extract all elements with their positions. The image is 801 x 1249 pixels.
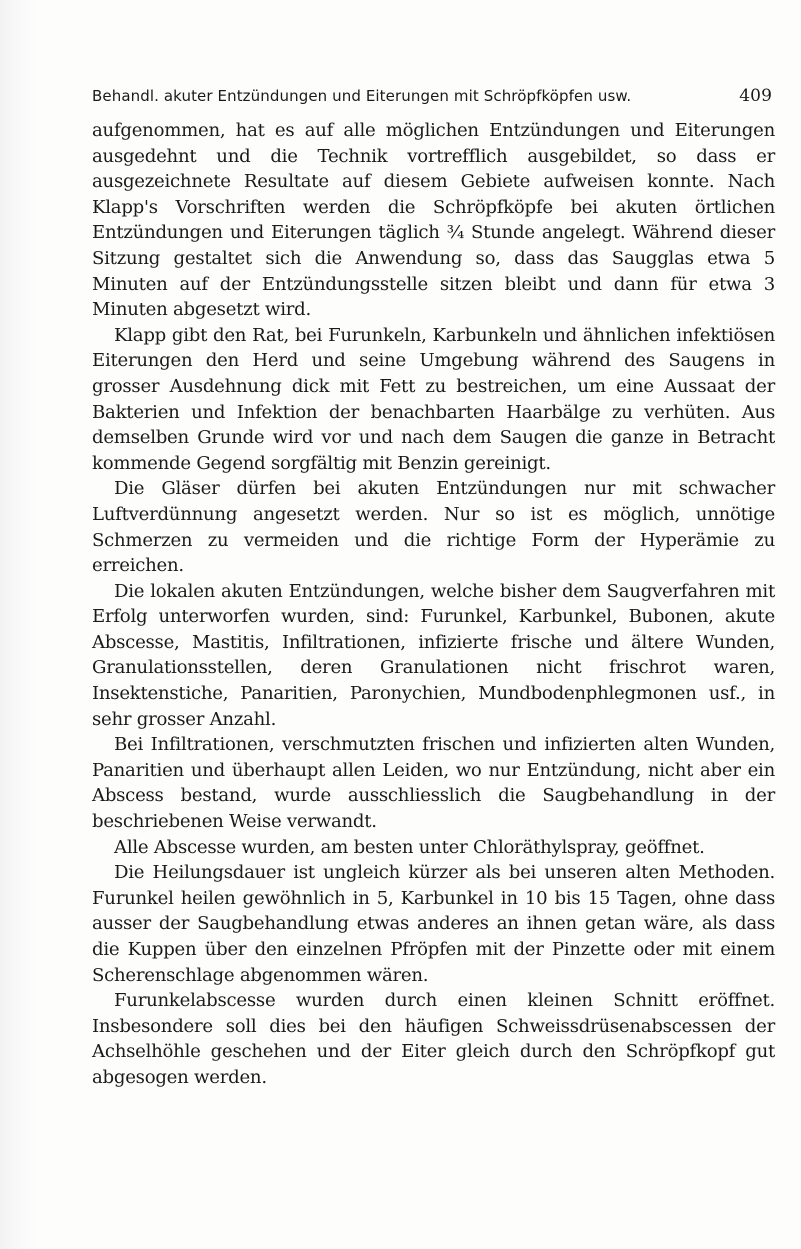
paragraph-5: Bei Infiltrationen, verschmutzten frischen und infizierten alten Wunden, Panaritien und überhaupt allen Leiden, wo nur Entzündung, nicht aber ein Abscess bestand, wurde ausschliesslich die Saugbehandlung in der beschriebenen Weise verwandt. xyxy=(92,734,775,833)
running-head xyxy=(92,86,772,106)
running-head-title: Behandl. akuter Entzündungen und Eiterungen mit Schröpfköpfen usw. xyxy=(92,87,632,105)
paragraph-4: Die lokalen akuten Entzündungen, welche bisher dem Saugverfahren mit Erfolg unterworfen wurden, sind: Furunkel, Karbunkel, Bubonen, akute Abscesse, Mastitis, Infiltrationen, infizierte frische und ältere Wunden, Granulationsstellen, deren Granulationen nicht frischrot waren, Insektenstiche, Panaritien, Paronychien, Mundbodenphlegmonen usf., in sehr grosser Anzahl. xyxy=(92,580,775,730)
paragraph-8: Furunkelabscesse wurden durch einen kleinen Schnitt eröffnet. Insbesondere soll dies bei den häufigen Schweissdrüsenabscessen der Achselhöhle geschehen und der Eiter gleich durch den Schröpfkopf gut abgesogen werden. xyxy=(92,990,775,1088)
paragraph-2: Klapp gibt den Rat, bei Furunkeln, Karbunkeln und ähnlichen infektiösen Eiterungen den Herd und seine Umgebung während des Saugens in grosser Ausdehnung dick mit Fett zu bestreichen, um eine Aussaat der Bakterien und Infektion der benachbarten Haarbälge zu verhüten. Aus demselben Grunde wird vor und nach dem Saugen die ganze in Betracht kommende Gegend sorgfältig mit Benzin gereinigt. xyxy=(92,324,775,474)
scan-edge-shadow xyxy=(0,0,38,1249)
paragraph-6: Alle Abscesse wurden, am besten unter Chloräthylspray, geöffnet. xyxy=(114,836,705,858)
body-text xyxy=(92,118,775,1091)
paragraph-7: Die Heilungsdauer ist ungleich kürzer als bei unseren alten Methoden. Furunkel heilen gewöhnlich in 5, Karbunkel in 10 bis 15 Tagen, ohne dass ausser der Saugbehandlung etwas anderes an ihnen getan wäre, als dass die Kuppen über den einzelnen Pfröpfen mit der Pinzette oder mit einem Scherenschlage abgenommen wären. xyxy=(92,862,775,986)
paragraph-3: Die Gläser dürfen bei akuten Entzündungen nur mit schwacher Luftverdünnung angesetzt werden. Nur so ist es möglich, unnötige Schmerzen zu vermeiden und die richtige Form der Hyperämie zu erreichen. xyxy=(92,478,775,577)
page-number: 409 xyxy=(739,86,772,106)
paragraph-1: aufgenommen, hat es auf alle möglichen Entzündungen und Eiterungen ausgedehnt und die Technik vortrefflich ausgebildet, so dass er ausgezeichnete Resultate auf diesem Gebiete aufweisen konnte. Nach Klapp's Vorschriften werden die Schröpfköpfe bei akuten örtlichen Entzündungen und Eiterungen täglich ¾ Stunde angelegt. Während dieser Sitzung gestaltet sich die Anwendung so, dass das Saugglas etwa 5 Minuten auf der Entzündungsstelle sitzen bleibt und dann für etwa 3 Minuten abgesetzt wird. xyxy=(92,120,775,321)
